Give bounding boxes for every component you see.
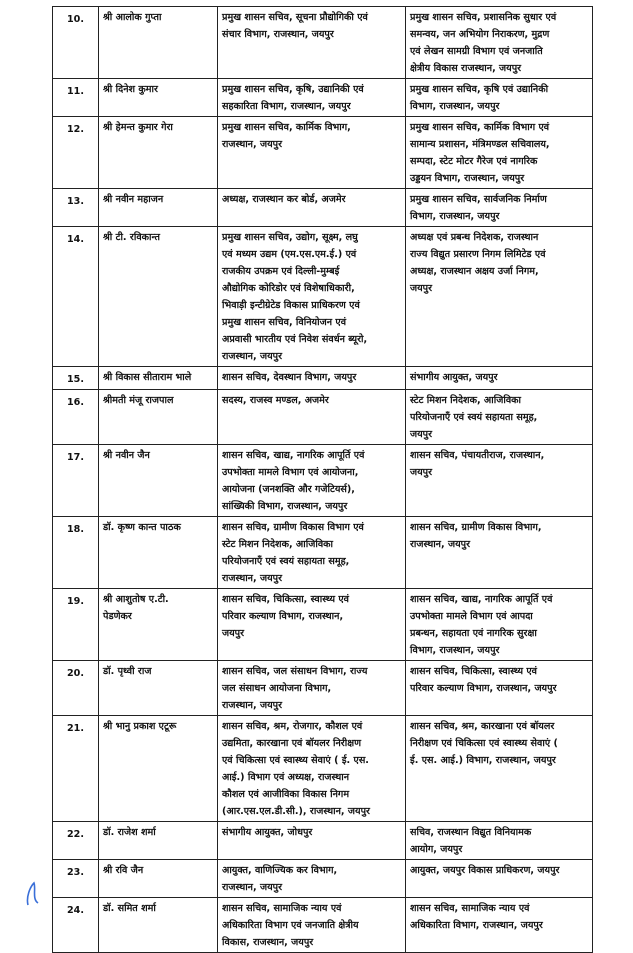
current-post-cell: शासन सचिव, जल संसाधन विभाग, राज्य जल संसाधन आयोजना विभाग, राजस्थान, जयपुर [218, 661, 406, 716]
new-post-cell: प्रमुख शासन सचिव, कृषि एवं उद्यानिकी विभाग, राजस्थान, जयपुर [406, 79, 593, 117]
serial-number-cell: 13. [53, 189, 99, 227]
table-row [53, 860, 593, 898]
current-post-cell: शासन सचिव, खाद्य, नागरिक आपूर्ति एवं उपभोक्ता मामले विभाग एवं आयोजना, आयोजना (जनशक्ति और गजेटियर्स), सांख्यिकी विभाग, राजस्थान, जयपुर [218, 445, 406, 517]
current-post-cell: आयुक्त, वाणिज्यिक कर विभाग, राजस्थान, जयपुर [218, 860, 406, 898]
new-post-cell: स्टेट मिशन निदेशक, आजिविका परियोजनाऍं एवं स्वयं सहायता समूह, जयपुर [406, 390, 593, 445]
current-post-cell: शासन सचिव, चिकित्सा, स्वास्थ्य एवं परिवार कल्याण विभाग, राजस्थान, जयपुर [218, 589, 406, 661]
table-row [53, 117, 593, 189]
current-post-cell: अध्यक्ष, राजस्थान कर बोर्ड, अजमेर [218, 189, 406, 227]
transfer-list-table [52, 6, 593, 953]
current-post-cell: प्रमुख शासन सचिव, कृषि, उद्यानिकी एवं सहकारिता विभाग, राजस्थान, जयपुर [218, 79, 406, 117]
serial-number-cell: 11. [53, 79, 99, 117]
serial-number-cell: 17. [53, 445, 99, 517]
table-body [53, 7, 593, 953]
officer-name-cell: श्री दिनेश कुमार [99, 79, 218, 117]
pen-mark-icon [20, 875, 60, 907]
officer-name-cell: श्री हेमन्त कुमार गेरा [99, 117, 218, 189]
table-row [53, 367, 593, 390]
serial-number-cell: 12. [53, 117, 99, 189]
serial-number-cell: 15. [53, 367, 99, 390]
officer-name-cell: श्रीमती मंजू राजपाल [99, 390, 218, 445]
officer-name-cell: डॉ. कृष्ण कान्त पाठक [99, 517, 218, 589]
serial-number-cell: 16. [53, 390, 99, 445]
table-row [53, 7, 593, 79]
new-post-cell: आयुक्त, जयपुर विकास प्राधिकरण, जयपुर [406, 860, 593, 898]
serial-number-cell: 20. [53, 661, 99, 716]
table-row [53, 661, 593, 716]
serial-number-cell: 21. [53, 716, 99, 822]
current-post-cell: प्रमुख शासन सचिव, सूचना प्रौद्योगिकी एवं संचार विभाग, राजस्थान, जयपुर [218, 7, 406, 79]
new-post-cell: प्रमुख शासन सचिव, सार्वजनिक निर्माण विभाग, राजस्थान, जयपुर [406, 189, 593, 227]
new-post-cell: प्रमुख शासन सचिव, प्रशासनिक सुधार एवं समन्वय, जन अभियोग निराकरण, मुद्रण एवं लेखन सामग्री विभाग एवं जनजाति क्षेत्रीय विकास राजस्थान, जयपुर [406, 7, 593, 79]
table-row [53, 227, 593, 367]
officer-name-cell: श्री रवि जैन [99, 860, 218, 898]
officer-name-cell: श्री आलोक गुप्ता [99, 7, 218, 79]
serial-number-cell: 10. [53, 7, 99, 79]
new-post-cell: शासन सचिव, ग्रामीण विकास विभाग, राजस्थान, जयपुर [406, 517, 593, 589]
table-row [53, 445, 593, 517]
table-row [53, 716, 593, 822]
table-row [53, 898, 593, 953]
current-post-cell: सदस्य, राजस्व मण्डल, अजमेर [218, 390, 406, 445]
table-row [53, 79, 593, 117]
officer-name-cell: श्री विकास सीताराम भाले [99, 367, 218, 390]
table-row [53, 822, 593, 860]
new-post-cell: संभागीय आयुक्त, जयपुर [406, 367, 593, 390]
serial-number-cell: 19. [53, 589, 99, 661]
table-row [53, 517, 593, 589]
serial-number-cell: 18. [53, 517, 99, 589]
serial-number-cell: 22. [53, 822, 99, 860]
new-post-cell: प्रमुख शासन सचिव, कार्मिक विभाग एवं सामान्य प्रशासन, मंत्रिमण्डल सचिवालय, सम्पदा, स्टेट मोटर गैरेज एवं नागरिक उड्डयन विभाग, राजस्थान, जयपुर [406, 117, 593, 189]
current-post-cell: शासन सचिव, श्रम, रोजगार, कौशल एवं उद्यमिता, कारखाना एवं बॉयलर निरीक्षण एवं चिकित्सा एवं स्वास्थ्य सेवाएं ( ई. एस. आई.) विभाग एवं अध्यक्ष, राजस्थान कौशल एवं आजीविका विकास निगम (आर.एस.एल.डी.सी.), राजस्थान, जयपुर [218, 716, 406, 822]
serial-number-cell: 14. [53, 227, 99, 367]
officer-name-cell: श्री नवीन महाजन [99, 189, 218, 227]
table-row [53, 589, 593, 661]
officer-name-cell: डॉ. पृथ्वी राज [99, 661, 218, 716]
current-post-cell: शासन सचिव, देवस्थान विभाग, जयपुर [218, 367, 406, 390]
new-post-cell: शासन सचिव, सामाजिक न्याय एवं अधिकारिता विभाग, राजस्थान, जयपुर [406, 898, 593, 953]
new-post-cell: शासन सचिव, श्रम, कारखाना एवं बॉयलर निरीक्षण एवं चिकित्सा एवं स्वास्थ्य सेवाएं ( ई. एस. आई.) विभाग, राजस्थान, जयपुर [406, 716, 593, 822]
table-row [53, 390, 593, 445]
new-post-cell: शासन सचिव, पंचायतीराज, राजस्थान, जयपुर [406, 445, 593, 517]
officer-name-cell: श्री भानु प्रकाश एटूरू [99, 716, 218, 822]
new-post-cell: सचिव, राजस्थान विद्युत विनियामक आयोग, जयपुर [406, 822, 593, 860]
officer-name-cell: श्री टी. रविकान्त [99, 227, 218, 367]
officer-name-cell: डॉ. राजेश शर्मा [99, 822, 218, 860]
table-row [53, 189, 593, 227]
current-post-cell: प्रमुख शासन सचिव, कार्मिक विभाग, राजस्थान, जयपुर [218, 117, 406, 189]
new-post-cell: अध्यक्ष एवं प्रबन्ध निदेशक, राजस्थान राज्य विद्युत प्रसारण निगम लिमिटेड एवं अध्यक्ष, राजस्थान अक्षय उर्जा निगम, जयपुर [406, 227, 593, 367]
current-post-cell: शासन सचिव, सामाजिक न्याय एवं अधिकारिता विभाग एवं जनजाति क्षेत्रीय विकास, राजस्थान, जयपुर [218, 898, 406, 953]
current-post-cell: प्रमुख शासन सचिव, उद्योग, सूक्ष्म, लघु एवं मध्यम उद्यम (एम.एस.एम.ई.) एवं राजकीय उपक्रम एवं दिल्ली-मुम्बई औद्योगिक कोरिडोर एवं विशेषाधिकारी, भिवाड़ी इन्टीग्रेटेड विकास प्राधिकरण एवं प्रमुख शासन सचिव, विनियोजन एवं अप्रवासी भारतीय एवं निवेश संवर्धन ब्यूरो, राजस्थान, जयपुर [218, 227, 406, 367]
officer-name-cell: डॉ. समित शर्मा [99, 898, 218, 953]
officer-name-cell: श्री नवीन जैन [99, 445, 218, 517]
current-post-cell: संभागीय आयुक्त, जोधपुर [218, 822, 406, 860]
new-post-cell: शासन सचिव, खाद्य, नागरिक आपूर्ति एवं उपभोक्ता मामले विभाग एवं आपदा प्रबन्धन, सहायता एवं नागरिक सुरक्षा विभाग, राजस्थान, जयपुर [406, 589, 593, 661]
new-post-cell: शासन सचिव, चिकित्सा, स्वास्थ्य एवं परिवार कल्याण विभाग, राजस्थान, जयपुर [406, 661, 593, 716]
officer-name-cell: श्री आशुतोष ए.टी. पेडणेकर [99, 589, 218, 661]
serial-number-cell: 23. [53, 860, 99, 898]
serial-number-cell: 24. [53, 898, 99, 953]
current-post-cell: शासन सचिव, ग्रामीण विकास विभाग एवं स्टेट मिशन निदेशक, आजिविका परियोजनाऍं एवं स्वयं सहायता समूह, राजस्थान, जयपुर [218, 517, 406, 589]
